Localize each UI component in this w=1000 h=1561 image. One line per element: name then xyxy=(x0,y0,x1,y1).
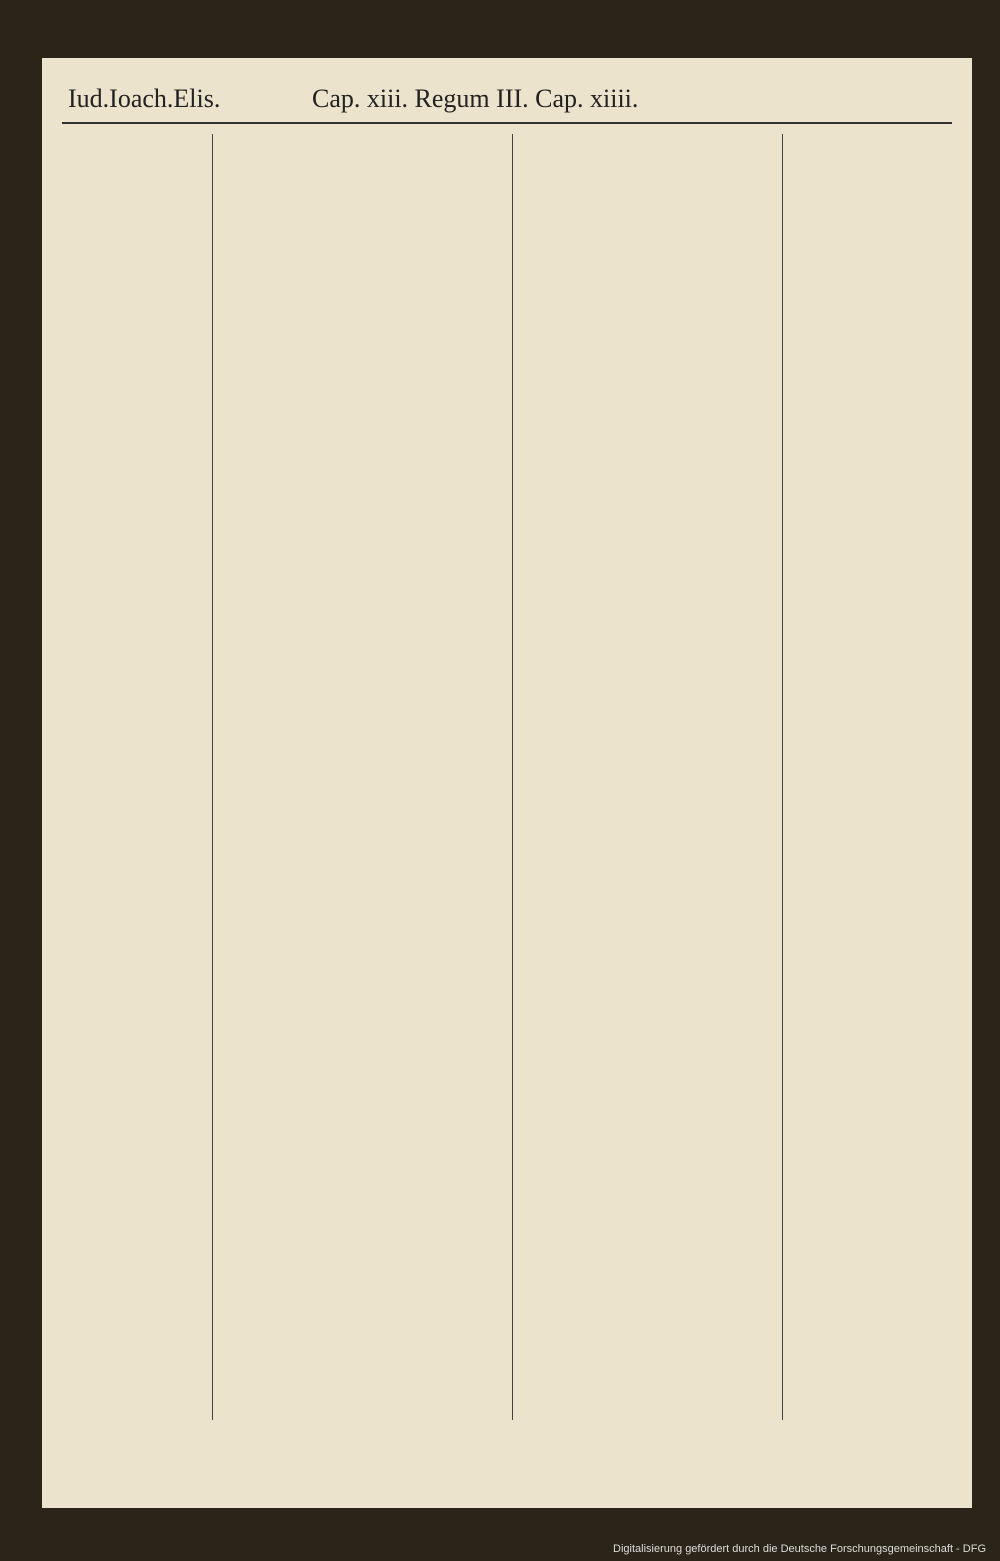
column-cap-xiiii xyxy=(522,134,783,1420)
digitization-credit: Digitalisierung gefördert durch die Deutsche Forschungsgemeinschaft - DFG xyxy=(613,1543,986,1555)
header-center: Cap. xiii. Regum III. Cap. xiiii. xyxy=(312,84,639,113)
book-page xyxy=(42,58,972,1508)
column-left-notes xyxy=(62,134,213,1420)
running-header xyxy=(62,78,952,124)
header-left: Iud.Ioach.Elis. xyxy=(68,84,221,113)
column-right-notes xyxy=(822,134,952,1420)
column-cap-xiii xyxy=(252,134,513,1420)
